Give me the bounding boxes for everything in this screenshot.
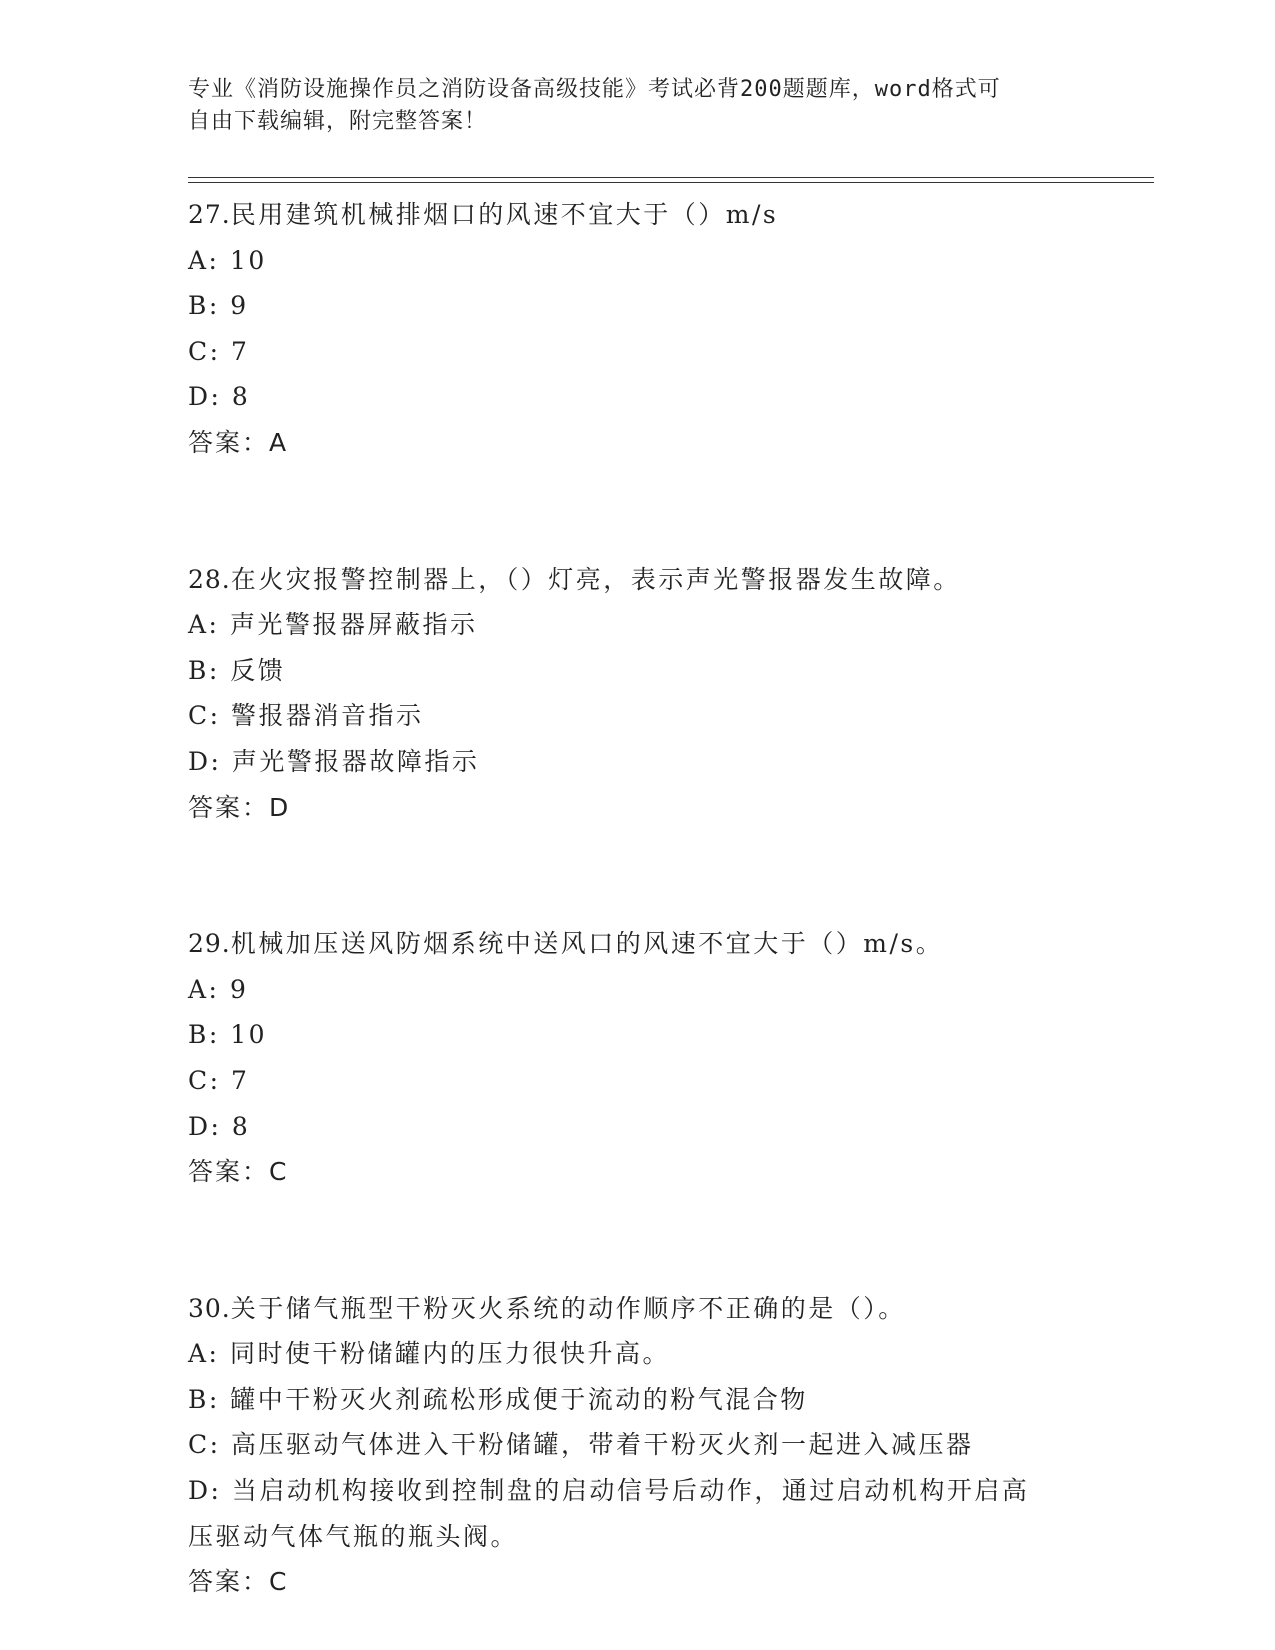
option-c bbox=[188, 693, 1088, 739]
option-d bbox=[188, 374, 1088, 420]
option-text: 声光警报器故障指示 bbox=[231, 746, 480, 776]
question-29 bbox=[188, 921, 1088, 1195]
option-d-continuation: 压驱动气体气瓶的瓶头阀。 bbox=[188, 1521, 519, 1551]
answer-label: 答案： bbox=[188, 1567, 270, 1597]
header-line-1: 专业《消防设施操作员之消防设备高级技能》考试必背200题题库，word格式可 bbox=[188, 77, 1001, 102]
answer-value: D bbox=[269, 792, 291, 822]
option-key: A: bbox=[188, 1339, 220, 1369]
option-key: B: bbox=[188, 1020, 220, 1050]
question-27 bbox=[188, 192, 1088, 466]
option-text: 9 bbox=[229, 974, 249, 1004]
question-stem bbox=[188, 557, 1088, 603]
option-a bbox=[188, 238, 1088, 284]
answer-label: 答案： bbox=[188, 1157, 270, 1187]
option-key: D: bbox=[188, 746, 222, 776]
option-text: 当启动机构接收到控制盘的启动信号后动作，通过启动机构开启高 bbox=[231, 1476, 1030, 1506]
option-c bbox=[188, 329, 1088, 375]
option-text: 10 bbox=[230, 1020, 268, 1050]
option-c bbox=[188, 1058, 1088, 1104]
option-text: 高压驱动气体进入干粉储罐，带着干粉灭火剂一起进入减压器 bbox=[231, 1430, 974, 1460]
answer-value: A bbox=[269, 427, 289, 457]
option-text: 8 bbox=[231, 382, 251, 412]
option-b bbox=[188, 283, 1088, 329]
header-divider-bottom bbox=[188, 182, 1154, 183]
option-b bbox=[188, 648, 1088, 694]
option-text: 警报器消音指示 bbox=[231, 701, 424, 731]
question-stem bbox=[188, 192, 1088, 238]
option-a bbox=[188, 967, 1088, 1013]
question-spacer bbox=[188, 1195, 1088, 1286]
option-a bbox=[188, 602, 1088, 648]
option-text: 声光警报器屏蔽指示 bbox=[229, 610, 478, 640]
answer-line bbox=[188, 1149, 1088, 1195]
option-key: D: bbox=[188, 1111, 222, 1141]
question-spacer bbox=[188, 466, 1088, 557]
option-text: 7 bbox=[231, 1065, 250, 1095]
answer-line bbox=[188, 1559, 1088, 1605]
option-d bbox=[188, 739, 1088, 785]
option-text: 10 bbox=[229, 245, 267, 275]
option-a bbox=[188, 1331, 1088, 1377]
option-text: 7 bbox=[231, 336, 250, 366]
document-header bbox=[188, 74, 1088, 138]
option-key: D: bbox=[188, 382, 222, 412]
question-number: 28. bbox=[188, 564, 231, 594]
option-text: 罐中干粉灭火剂疏松形成便于流动的粉气混合物 bbox=[230, 1384, 808, 1414]
option-text: 反馈 bbox=[230, 655, 286, 685]
option-key: C: bbox=[188, 1065, 221, 1095]
header-line-2: 自由下载编辑，附完整答案！ bbox=[188, 109, 488, 134]
option-text: 同时使干粉储罐内的压力很快升高。 bbox=[229, 1339, 670, 1369]
option-key: C: bbox=[188, 1430, 221, 1460]
answer-label: 答案： bbox=[188, 427, 270, 457]
question-stem bbox=[188, 921, 1088, 967]
option-key: A: bbox=[188, 974, 220, 1004]
question-list bbox=[188, 192, 1088, 1605]
answer-value: C bbox=[269, 1567, 289, 1597]
question-text: 关于储气瓶型干粉灭火系统的动作顺序不正确的是（）。 bbox=[230, 1293, 906, 1323]
option-key: B: bbox=[188, 291, 220, 321]
option-b bbox=[188, 1012, 1088, 1058]
question-number: 30. bbox=[188, 1293, 231, 1323]
question-spacer bbox=[188, 830, 1088, 921]
option-key: B: bbox=[188, 655, 220, 685]
question-text: 机械加压送风防烟系统中送风口的风速不宜大于（）m/s。 bbox=[230, 929, 944, 959]
option-key: C: bbox=[188, 701, 221, 731]
question-28 bbox=[188, 557, 1088, 831]
header-divider-top bbox=[188, 177, 1154, 178]
option-key: C: bbox=[188, 336, 221, 366]
question-stem bbox=[188, 1286, 1088, 1332]
question-30 bbox=[188, 1286, 1088, 1605]
question-number: 29. bbox=[188, 929, 231, 959]
answer-line bbox=[188, 785, 1088, 831]
question-number: 27. bbox=[188, 200, 231, 229]
answer-label: 答案： bbox=[188, 792, 270, 822]
question-text: 在火灾报警控制器上，（）灯亮，表示声光警报器发生故障。 bbox=[230, 564, 961, 594]
option-text: 9 bbox=[230, 291, 249, 321]
option-d bbox=[188, 1468, 1088, 1514]
option-c bbox=[188, 1422, 1088, 1468]
option-text: 8 bbox=[231, 1111, 251, 1141]
option-key: A: bbox=[188, 610, 220, 640]
answer-value: C bbox=[269, 1157, 289, 1187]
option-b bbox=[188, 1377, 1088, 1423]
option-key: A: bbox=[188, 245, 220, 275]
option-key: B: bbox=[188, 1384, 220, 1414]
answer-line bbox=[188, 420, 1088, 466]
question-text: 民用建筑机械排烟口的风速不宜大于（）m/s bbox=[230, 200, 779, 229]
option-d bbox=[188, 1104, 1088, 1150]
option-key: D: bbox=[188, 1476, 222, 1506]
